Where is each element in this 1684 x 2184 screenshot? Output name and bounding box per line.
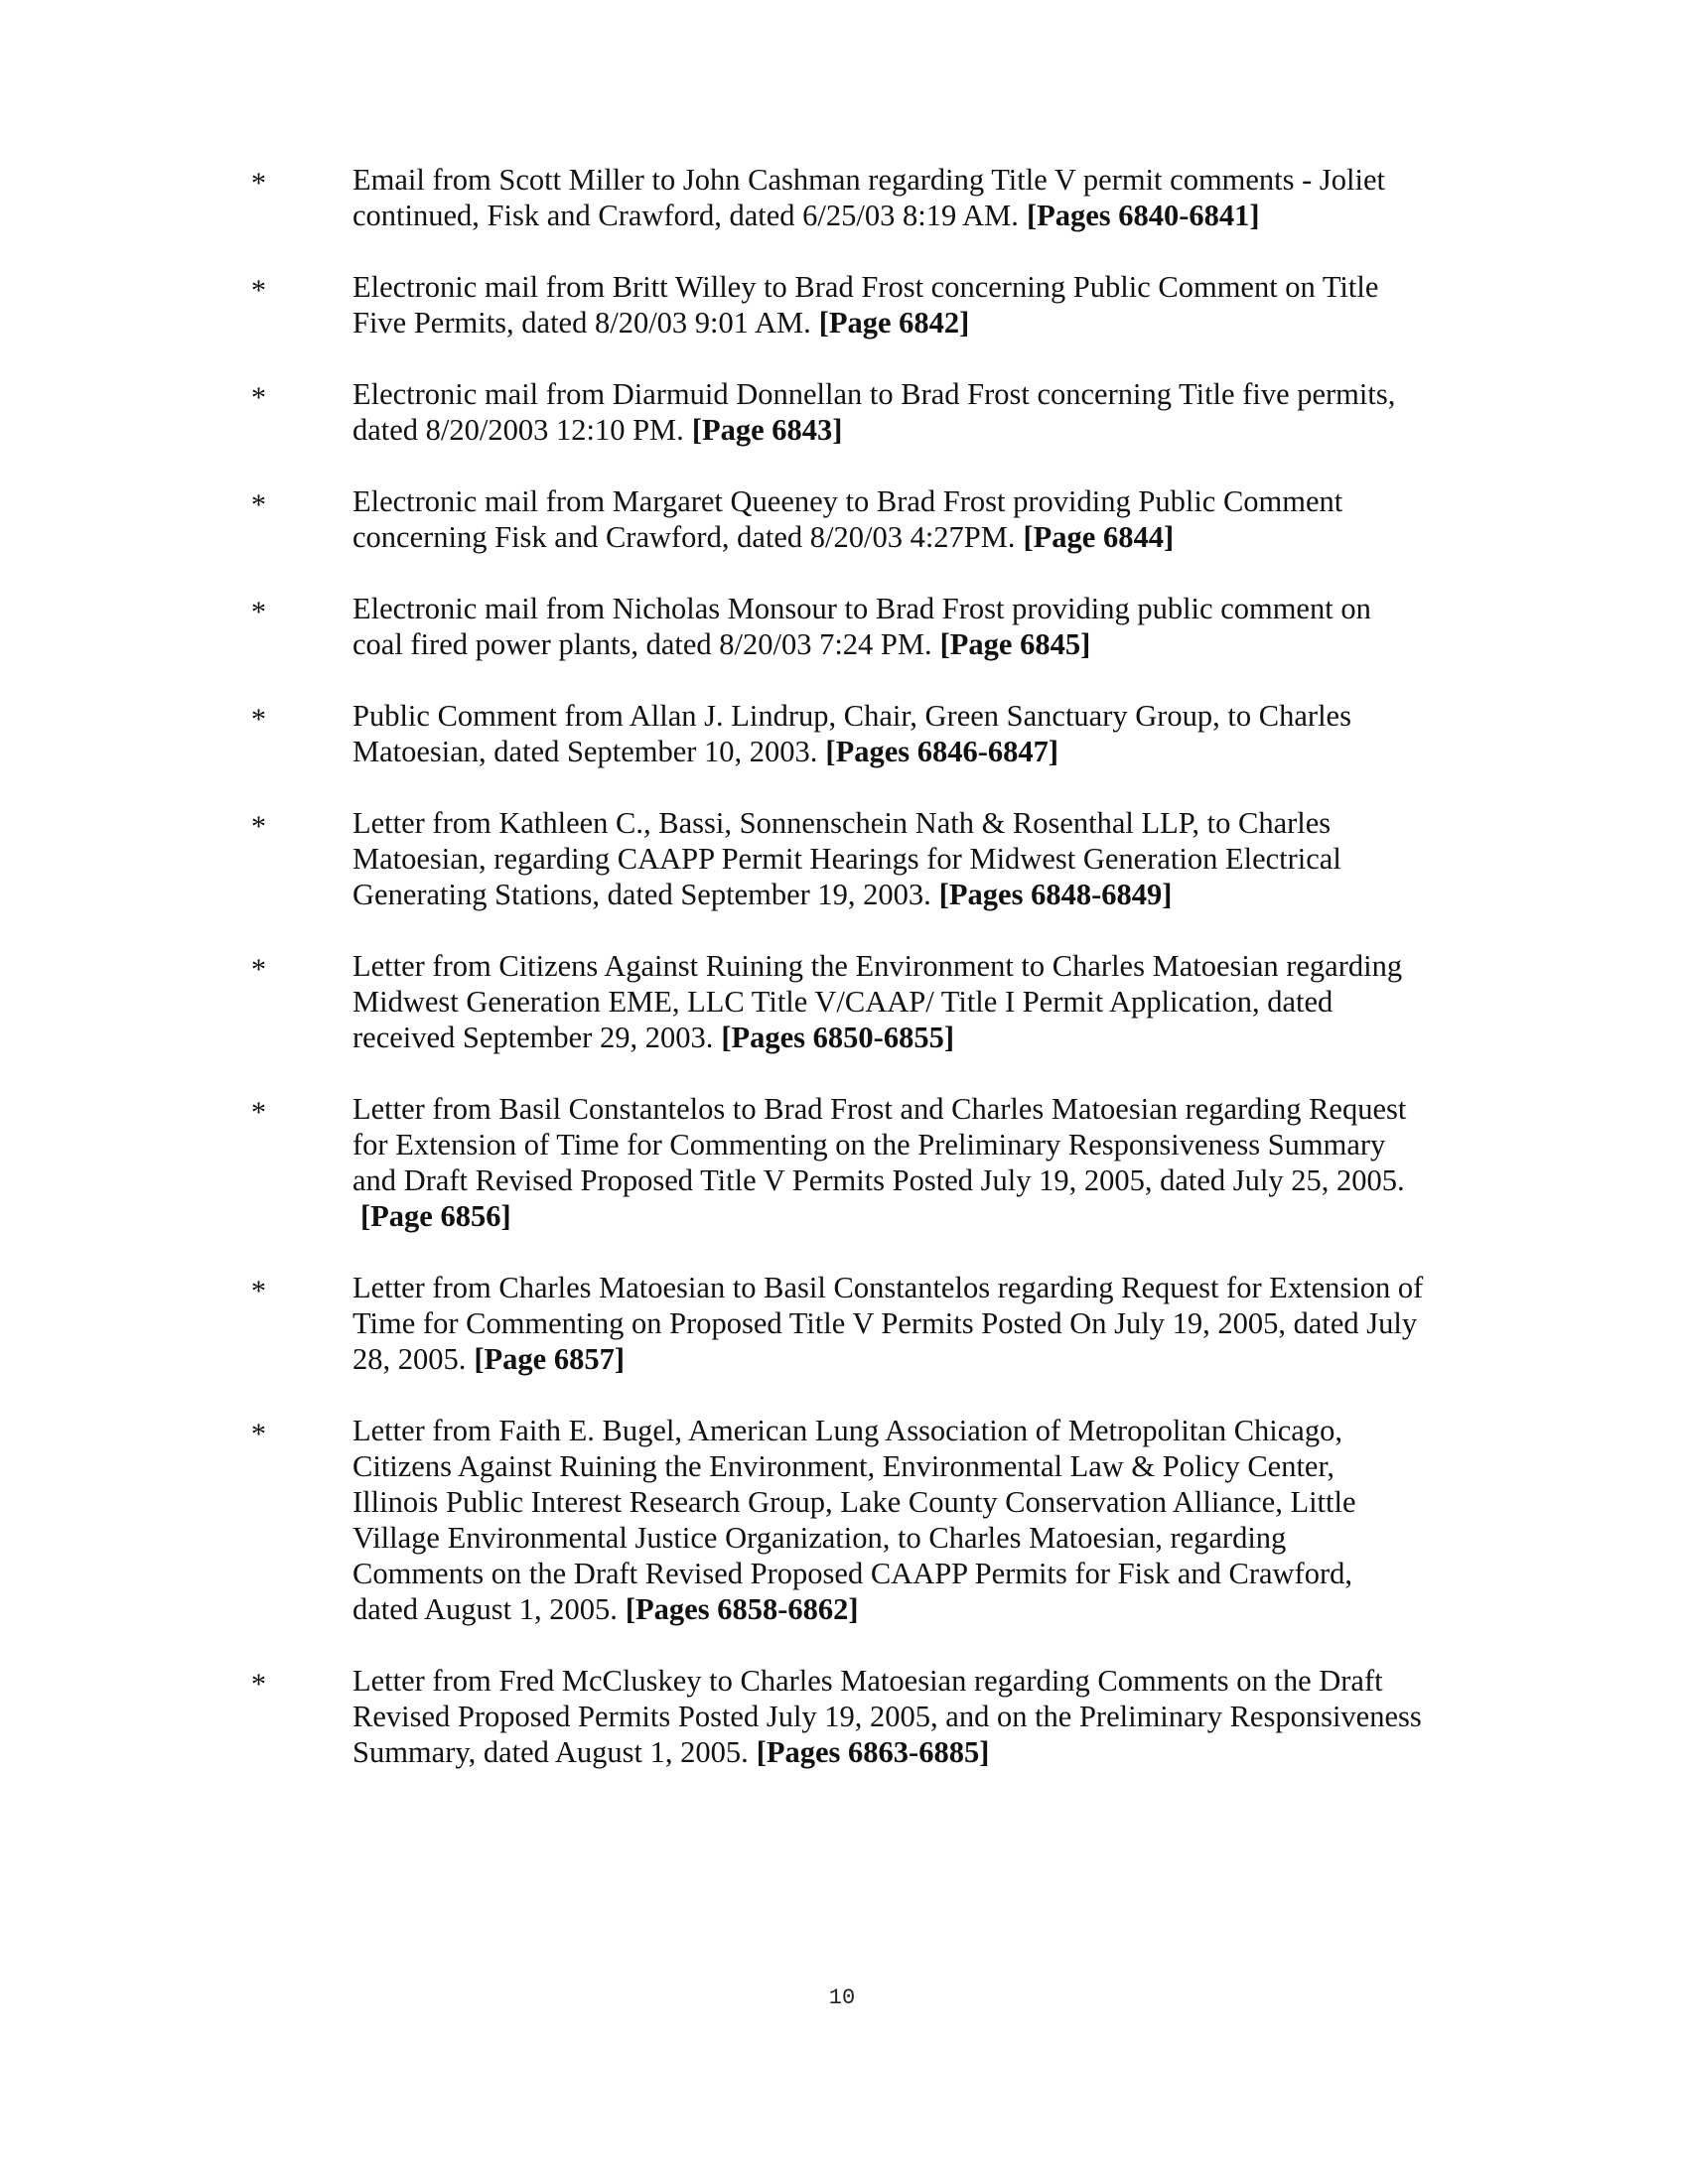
entry-text — [352, 269, 1425, 341]
bullet-asterisk: * — [251, 1418, 266, 1450]
entry-description: Letter from Faith E. Bugel, American Lung Association of Metropolitan Chicago, Citizens Against Ruining the Environment, Environmental Law & Policy Center, Illinois Public Interest Research Group, Lake County Conservation Alliance, Little Village Environmental Justice Organization, to Charles Matoesian, regarding Comments on the Draft Revised Proposed CAAPP Permits for Fisk and Crawford, dated August 1, 2005. — [352, 1414, 1356, 1626]
entry-description: Electronic mail from Britt Willey to Brad Frost concerning Public Comment on Title Five Permits, dated 8/20/03 9:01 AM. — [352, 270, 1379, 340]
record-entry — [0, 805, 1684, 912]
entry-description: Electronic mail from Diarmuid Donnellan to Brad Frost concerning Title five permits, dated 8/20/2003 12:10 PM. — [352, 377, 1396, 447]
page-reference: [Pages 6858-6862] — [625, 1592, 859, 1626]
record-entry — [0, 591, 1684, 662]
entry-description: Letter from Charles Matoesian to Basil Constantelos regarding Request for Extension of Time for Commenting on Proposed Title V Permits Posted On July 19, 2005, dated July 28, 2005. — [352, 1271, 1424, 1376]
page-reference: [Page 6857] — [474, 1342, 625, 1376]
entry-description: Letter from Citizens Against Ruining the Environment to Charles Matoesian regarding Midwest Generation EME, LLC Title V/CAAP/ Title I Permit Application, dated received September 29, 2003. — [352, 949, 1403, 1054]
entry-description: Public Comment from Allan J. Lindrup, Chair, Green Sanctuary Group, to Charles Matoesian, dated September 10, 2003. — [352, 699, 1351, 768]
page-reference: [Pages 6840-6841] — [1026, 199, 1260, 232]
record-entry — [0, 698, 1684, 769]
page-reference: [Pages 6863-6885] — [756, 1735, 990, 1769]
record-entry — [0, 376, 1684, 448]
bullet-asterisk: * — [251, 274, 266, 307]
entry-description: Letter from Kathleen C., Bassi, Sonnenschein Nath & Rosenthal LLP, to Charles Matoesian, regarding CAAPP Permit Hearings for Midwest Generation Electrical Generating Stations, dated September 19, 2003. — [352, 806, 1341, 911]
bullet-asterisk: * — [251, 1096, 266, 1129]
record-entry — [0, 1091, 1684, 1234]
entry-description: Electronic mail from Margaret Queeney to Brad Frost providing Public Comment concerning Fisk and Crawford, dated 8/20/03 4:27PM. — [352, 484, 1343, 554]
entry-text — [352, 1091, 1425, 1234]
bullet-asterisk: * — [251, 596, 266, 628]
record-entry — [0, 1413, 1684, 1627]
entry-text — [352, 805, 1425, 912]
record-entry — [0, 1270, 1684, 1377]
page-reference: [Pages 6846-6847] — [825, 735, 1059, 768]
entry-text — [352, 698, 1425, 769]
record-entry — [0, 948, 1684, 1055]
entry-text — [352, 948, 1425, 1055]
entry-description: Letter from Fred McCluskey to Charles Matoesian regarding Comments on the Draft Revised Proposed Permits Posted July 19, 2005, and on the Preliminary Responsiveness Summary, dated August 1, 2005. — [352, 1664, 1422, 1769]
entry-description: Email from Scott Miller to John Cashman regarding Title V permit comments - Joliet continued, Fisk and Crawford, dated 6/25/03 8:19 AM. — [352, 163, 1386, 232]
bullet-asterisk: * — [251, 953, 266, 986]
page-reference: [Page 6845] — [939, 627, 1091, 661]
record-entry-list — [0, 162, 1684, 1806]
page-reference: [Page 6842] — [818, 306, 970, 340]
entry-text — [352, 1413, 1425, 1627]
page-reference: [Page 6843] — [691, 413, 843, 447]
page-reference: [Pages 6848-6849] — [938, 878, 1173, 911]
entry-text — [352, 1270, 1425, 1377]
entry-text — [352, 376, 1425, 448]
bullet-asterisk: * — [251, 1275, 266, 1307]
page-reference: [Page 6844] — [1023, 520, 1175, 554]
record-entry — [0, 483, 1684, 555]
bullet-asterisk: * — [251, 703, 266, 736]
entry-text — [352, 1663, 1425, 1770]
bullet-asterisk: * — [251, 381, 266, 414]
bullet-asterisk: * — [251, 810, 266, 843]
entry-text — [352, 483, 1425, 555]
bullet-asterisk: * — [251, 488, 266, 521]
bullet-asterisk: * — [251, 1668, 266, 1701]
record-entry — [0, 1663, 1684, 1770]
page-reference: [Pages 6850-6855] — [721, 1021, 954, 1054]
entry-description: Letter from Basil Constantelos to Brad Frost and Charles Matoesian regarding Request for Extension of Time for Commenting on the Preliminary Responsiveness Summary and Draft Revised Proposed Title V Permits Posted July 19, 2005, dated July 25, 2005. — [352, 1092, 1407, 1197]
record-entry — [0, 162, 1684, 233]
bullet-asterisk: * — [251, 167, 266, 200]
record-entry — [0, 269, 1684, 341]
page-number: 10 — [828, 1985, 856, 2010]
page-reference: [Page 6856] — [360, 1199, 511, 1233]
entry-description: Electronic mail from Nicholas Monsour to Brad Frost providing public comment on coal fired power plants, dated 8/20/03 7:24 PM. — [352, 592, 1371, 661]
entry-text — [352, 162, 1425, 233]
entry-text — [352, 591, 1425, 662]
